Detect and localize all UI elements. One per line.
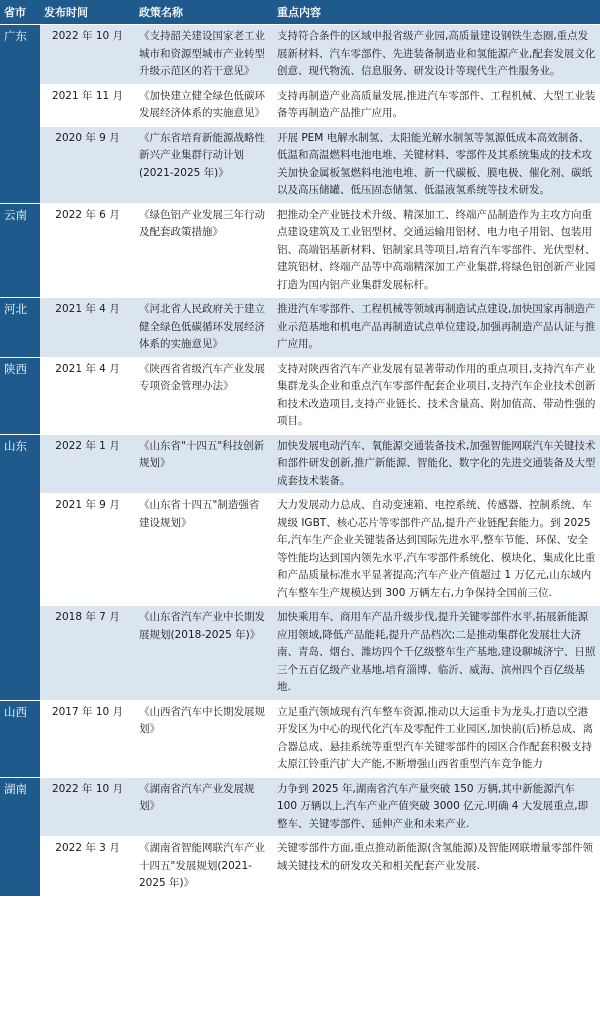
content-cell: 推进汽车零部件、工程机械等领域再制造试点建设,加快国家再制造产业示范基地和机电产品再制造试点单位建设,加强再制造产品认证与推广应用。 [273,298,600,358]
policy-name-cell: 《湖南省智能网联汽车产业十四五"发展规划(2021-2025 年)》 [135,837,273,897]
table-row [0,298,600,358]
policy-name-cell: 《山东省"十四五"科技创新规划》 [135,434,273,494]
date-cell: 2022 年 6 月 [40,203,135,298]
province-cell: 陕西 [0,357,40,434]
table-row [0,25,600,85]
content-cell: 关键零部件方面,重点推动新能源(含氢能源)及智能网联增量零部件领域关键技术的研发攻关和相关配套产业发展. [273,837,600,897]
content-cell: 加快乘用车、商用车产品升级步伐,提升关键零部件水平,拓展新能源应用领域,降低产品能耗,提升产品档次;二是推动集群化发展壮大济南、青岛、烟台、潍坊四个千亿级整车生产基地,建设聊城济宁、日照三个五百亿级产业基地,培育淄博、临沂、威海、滨州四个百亿级基地. [273,606,600,701]
content-cell: 大力发展动力总成、自动变速箱、电控系统、传感器、控制系统、车规级 IGBT、核心芯片等零部件产品,提升产业链配套能力。到 2025 年,汽车生产企业关键装备达到国际先进水平,整车节能、环保、安全等性能均达到国内领先水平,汽车零部件系统化、模块化、集成化比重和产品质量标准水平显著提高;汽车产业产值超过 1 万亿元,山东域内汽车整车生产规模达到 300 万辆左右,力争保持全国前三位. [273,494,600,606]
content-cell: 把推动全产业链技术升级、精深加工、终端产品制造作为主攻方向重点建设建筑及工业铝型材、交通运输用铝材、电力电子用铝、包装用铝、高端铝基新材料、铝制家具等项目,培育汽车零部件、光伏型材、建筑铝材、终端产品等中高端精深加工产业集群,将绿色铝创新产业园打造为国内铝产业集群发展标杆。 [273,203,600,298]
content-cell: 开展 PEM 电解水制氢、太阳能光解水制氢等氢源低成本高效制备、低温和高温燃料电池电堆、关键材料、零部件及其系统集成的技术攻关加快金属板氢燃料电池电堆、新一代碳板、膜电极、催化剂、碳纸以及高压储罐、低压固态储氢、低温液氢系统等技术研发。 [273,126,600,203]
date-cell: 2022 年 10 月 [40,777,135,837]
policy-name-cell: 《陕西省省级汽车产业发展专项资金管理办法》 [135,357,273,434]
policy-name-cell: 《广东省培育新能源战略性新兴产业集群行动计划(2021-2025 年)》 [135,126,273,203]
date-cell: 2017 年 10 月 [40,700,135,777]
date-cell: 2022 年 3 月 [40,837,135,897]
table-row [0,434,600,494]
header-province: 省市 [0,0,40,25]
date-cell: 2018 年 7 月 [40,606,135,701]
province-cell: 云南 [0,203,40,298]
content-cell: 加快发展电动汽车、氧能源交通装备技术,加强智能网联汽车关键技术和部件研发创新,推广新能源、智能化、数字化的先进交通装备及大型成套技术装备。 [273,434,600,494]
table-row [0,700,600,777]
policy-name-cell: 《支持韶关建设国家老工业城市和资源型城市产业转型升级示范区的若干意见》 [135,25,273,85]
date-cell: 2021 年 11 月 [40,84,135,126]
header-policy: 政策名称 [135,0,273,25]
date-cell: 2022 年 1 月 [40,434,135,494]
content-cell: 力争到 2025 年,湖南省汽车产量突破 150 万辆,其中新能源汽车 100 万辆以上,汽车产业产值突破 3000 亿元.明确 4 大发展重点,即整车、关键零部件、延伸产业和未来产业. [273,777,600,837]
province-cell: 河北 [0,298,40,358]
policy-name-cell: 《湖南省汽车产业发展规划》 [135,777,273,837]
table-row [0,84,600,126]
policy-name-cell: 《山东省十四五"制造强省建设规划》 [135,494,273,606]
content-cell: 立足重汽领域现有汽车整车资源,推动以大运重卡为龙头,打造以空港开发区为中心的现代化汽车及零配件工业园区,加快前(后)桥总成、离合器总成、悬挂系统等重型汽车关键零部件的园区合作配套积极支持太原江铃重汽扩大产能,不断增强山西省重型汽车竞争能力 [273,700,600,777]
date-cell: 2020 年 9 月 [40,126,135,203]
policy-name-cell: 《绿色铝产业发展三年行动及配套政策措施》 [135,203,273,298]
table-row [0,494,600,606]
province-cell: 广东 [0,25,40,204]
date-cell: 2022 年 10 月 [40,25,135,85]
table-row [0,606,600,701]
policy-name-cell: 《河北省人民政府关于建立健全绿色低碳循环发展经济体系的实施意见》 [135,298,273,358]
header-content: 重点内容 [273,0,600,25]
date-cell: 2021 年 9 月 [40,494,135,606]
policy-name-cell: 《山西省汽车中长期发展规划》 [135,700,273,777]
header-date: 发布时间 [40,0,135,25]
content-cell: 支持再制造产业高质量发展,推进汽车零部件、工程机械、大型工业装备等再制造产品推广应用。 [273,84,600,126]
table-row [0,837,600,897]
province-cell: 湖南 [0,777,40,896]
policy-name-cell: 《山东省汽车产业中长期发展规划(2018-2025 年)》 [135,606,273,701]
table-row [0,777,600,837]
table-row [0,357,600,434]
content-cell: 支持对陕西省汽车产业发展有显著带动作用的重点项目,支持汽车产业集群龙头企业和重点汽车零部件配套企业项目,支持汽车企业技术创新和技术改造项目,支持产业链长、技术含量高、附加值高、带动性强的项目。 [273,357,600,434]
policy-name-cell: 《加快建立健全绿色低碳环发展经济体系的实施意见》 [135,84,273,126]
province-cell: 山西 [0,700,40,777]
date-cell: 2021 年 4 月 [40,298,135,358]
province-cell: 山东 [0,434,40,700]
content-cell: 支持符合条件的区域申报省级产业园,高质量建设钢铁生态圈,重点发展新材料、汽车零部件、先进装备制造业和氢能源产业,配套发展文化创意、现代物流、信息服务、研发设计等现代生产性服务业。 [273,25,600,85]
header-row [0,0,600,25]
table-row [0,126,600,203]
date-cell: 2021 年 4 月 [40,357,135,434]
table-row [0,203,600,298]
table-header [0,0,600,25]
table-body [0,25,600,897]
